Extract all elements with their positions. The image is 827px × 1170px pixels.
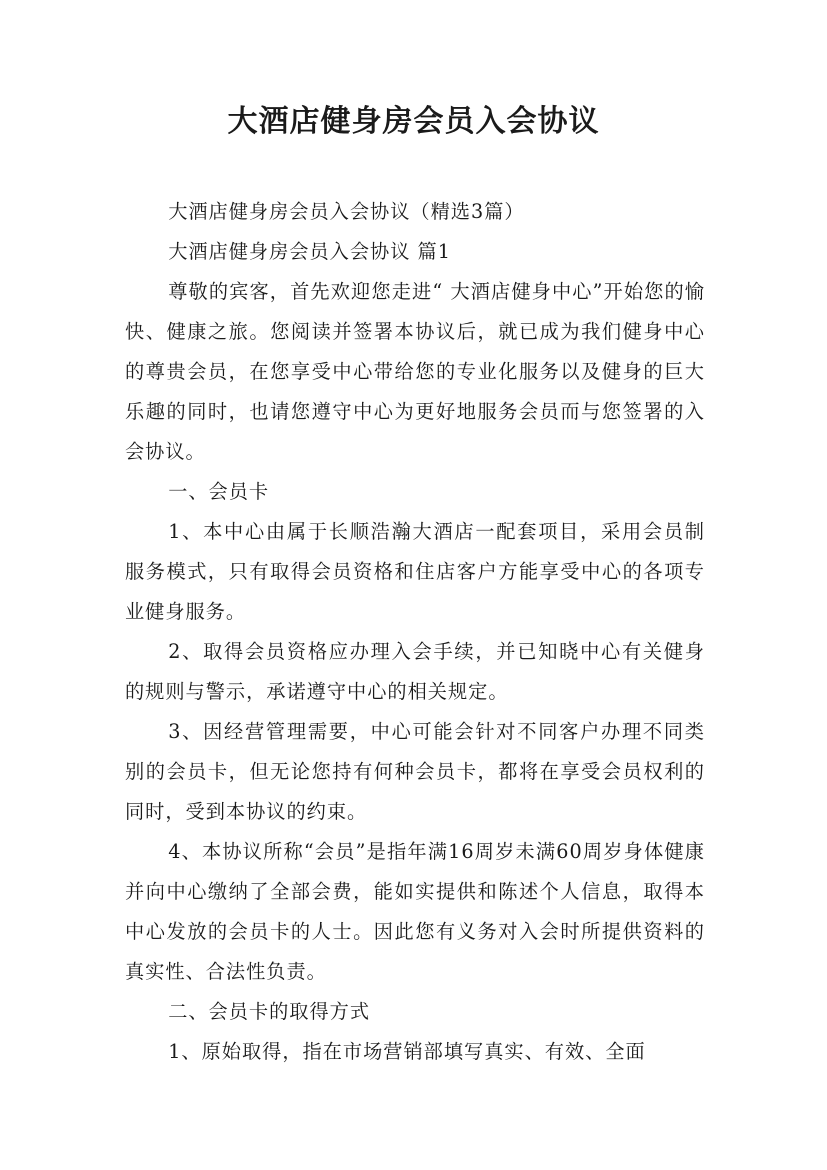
paragraph-section-heading: 大酒店健身房会员入会协议 篇1 bbox=[168, 240, 451, 263]
clause-2-1: 1、原始取得，指在市场营销部填写真实、有效、全面 bbox=[168, 1040, 646, 1063]
heading-membership-card: 一、会员卡 bbox=[168, 480, 270, 503]
clause-1-1: 1、本中心由属于长顺浩瀚大酒店一配套项目，采用会员制服务模式，只有取得会员资格和住店客户方能享受中心的各项专业健身服务。 bbox=[125, 520, 705, 623]
clause-1-4: 4、本协议所称“会员”是指年满16周岁未满60周岁身体健康并向中心缴纳了全部会费，能如实提供和陈述个人信息，取得本中心发放的会员卡的人士。因此您有义务对入会时所提供资料的真实性、合法性负责。 bbox=[125, 840, 705, 983]
paragraph-subtitle: 大酒店健身房会员入会协议（精选3篇） bbox=[168, 200, 525, 223]
document-body bbox=[125, 192, 705, 1072]
paragraph-intro: 尊敬的宾客，首先欢迎您走进“ 大酒店健身中心”开始您的愉快、健康之旅。您阅读并签署本协议后，就已成为我们健身中心的尊贵会员，在您享受中心带给您的专业化服务以及健身的巨大乐趣的同时，也请您遵守中心为更好地服务会员而与您签署的入会协议。 bbox=[125, 280, 705, 463]
document-title: 大酒店健身房会员入会协议 bbox=[227, 104, 600, 139]
clause-1-2: 2、取得会员资格应办理入会手续，并已知晓中心有关健身的规则与警示，承诺遵守中心的相关规定。 bbox=[125, 640, 705, 703]
heading-card-acquisition: 二、会员卡的取得方式 bbox=[168, 1000, 371, 1023]
clause-1-3: 3、因经营管理需要，中心可能会针对不同客户办理不同类别的会员卡，但无论您持有何种会员卡，都将在享受会员权利的同时，受到本协议的约束。 bbox=[125, 720, 705, 823]
